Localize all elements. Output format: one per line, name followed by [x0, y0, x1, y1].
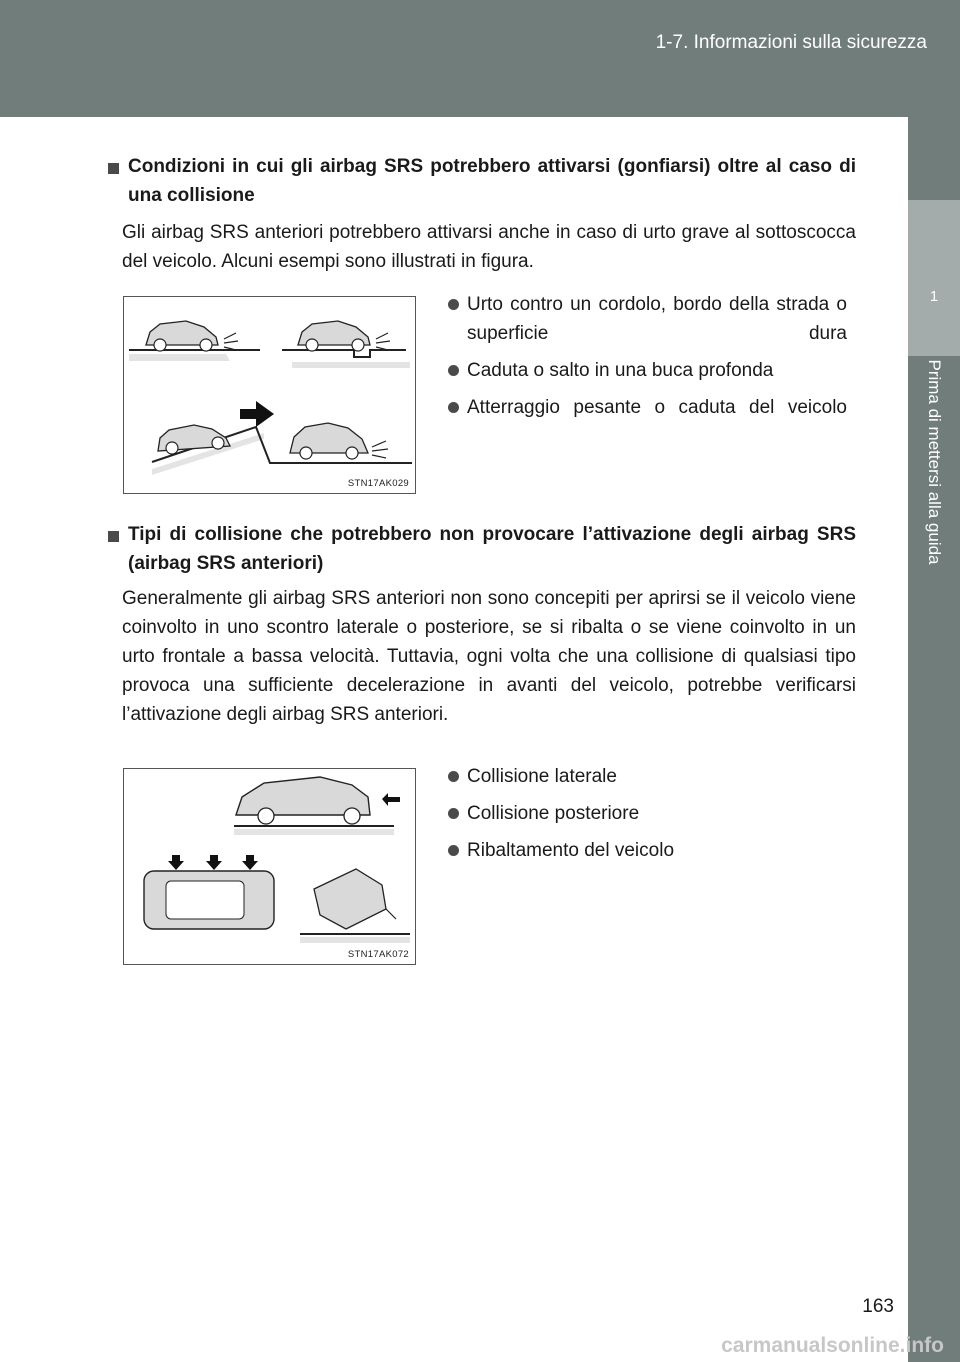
page-number: 163	[862, 1296, 894, 1317]
section1-heading: Condizioni in cui gli airbag SRS potrebbero attivarsi (gonfiarsi) oltre al caso di una collisione	[128, 156, 856, 206]
bullet-dot-icon	[448, 365, 459, 376]
figure-underbody-impacts	[123, 296, 416, 494]
figure-collision-illustration	[124, 769, 415, 964]
page-header	[0, 0, 960, 117]
watermark: carmanualsonline.info	[721, 1334, 944, 1357]
list-item: Atterraggio pesante o caduta del veicolo	[447, 393, 847, 422]
square-bullet-icon	[108, 163, 119, 174]
section2-bullet-list	[447, 762, 847, 873]
figure-underbody-illustration	[124, 297, 415, 493]
bullet-dot-icon	[448, 845, 459, 856]
figure-code: STN17AK029	[347, 478, 409, 489]
chapter-number-box	[908, 200, 960, 356]
bullet-dot-icon	[448, 402, 459, 413]
section1-paragraph: Gli airbag SRS anteriori potrebbero attivarsi anche in caso di urto grave al sottoscocca del veicolo. Alcuni esempi sono illustrati in figura.	[122, 222, 856, 272]
list-item: Ribaltamento del veicolo	[447, 836, 847, 865]
bullet-dot-icon	[448, 771, 459, 782]
section-title: 1-7. Informazioni sulla sicurezza	[655, 32, 927, 53]
chapter-number: 1	[929, 288, 939, 305]
chapter-title: Prima di mettersi alla guida	[925, 359, 944, 565]
list-item: Collisione laterale	[447, 762, 847, 791]
bullet-dot-icon	[448, 808, 459, 819]
section1-bullet-list	[447, 290, 847, 430]
figure-code: STN17AK072	[347, 949, 409, 960]
list-item: Urto contro un cordolo, bordo della strada o superficie dura	[447, 290, 847, 348]
list-item: Caduta o salto in una buca profonda	[447, 356, 847, 385]
bullet-dot-icon	[448, 299, 459, 310]
section2-heading: Tipi di collisione che potrebbero non provocare l’attivazione degli airbag SRS (airbag SRS anteriori)	[128, 524, 856, 574]
square-bullet-icon	[108, 531, 119, 542]
section2-paragraph: Generalmente gli airbag SRS anteriori non sono concepiti per aprirsi se il veicolo viene coinvolto in uno scontro laterale o posteriore, se si ribalta o se viene coinvolto in un urto frontale a bassa velocità. Tuttavia, ogni volta che una collisione di qualsiasi tipo provoca una sufficiente decelerazione in avanti del veicolo, potrebbe verificarsi l’attivazione degli airbag SRS anteriori.	[122, 588, 856, 725]
list-item: Collisione posteriore	[447, 799, 847, 828]
figure-collision-types	[123, 768, 416, 965]
